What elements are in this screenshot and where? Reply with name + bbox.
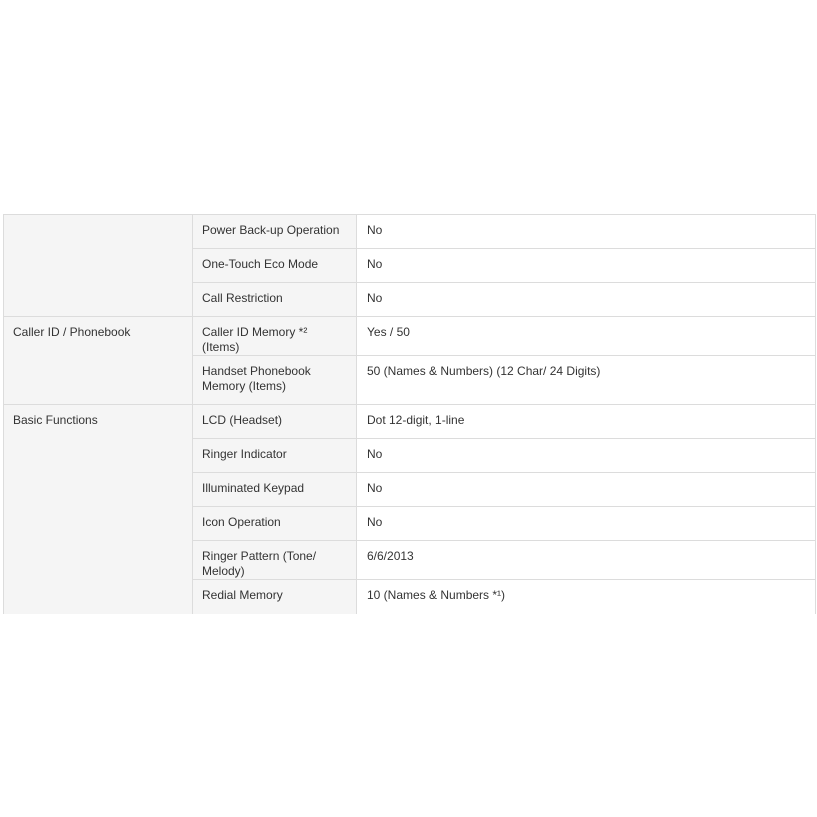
spec-label: Ringer Pattern (Tone/ Melody) [193, 541, 357, 580]
spec-label: Call Restriction [193, 283, 357, 317]
spec-value: No [357, 507, 816, 541]
spec-label: Icon Operation [193, 507, 357, 541]
spec-value: No [357, 283, 816, 317]
spec-value: No [357, 473, 816, 507]
table-row [4, 215, 816, 249]
spec-value: 6/6/2013 [357, 541, 816, 580]
category-cell: Basic Functions [4, 405, 193, 614]
spec-label: Illuminated Keypad [193, 473, 357, 507]
spec-label: Ringer Indicator [193, 439, 357, 473]
spec-value: 10 (Names & Numbers *¹) [357, 580, 816, 614]
spec-value: Yes / 50 [357, 317, 816, 356]
spec-label: LCD (Headset) [193, 405, 357, 439]
spec-value: Dot 12-digit, 1-line [357, 405, 816, 439]
spec-value: No [357, 249, 816, 283]
spec-label: Handset Phonebook Memory (Items) [193, 356, 357, 405]
spec-table [3, 214, 816, 614]
spec-value: 50 (Names & Numbers) (12 Char/ 24 Digits) [357, 356, 816, 405]
table-row [4, 317, 816, 356]
spec-label: Caller ID Memory *² (Items) [193, 317, 357, 356]
table-row [4, 405, 816, 439]
spec-value: No [357, 215, 816, 249]
category-cell [4, 215, 193, 317]
category-cell: Caller ID / Phonebook [4, 317, 193, 405]
spec-value: No [357, 439, 816, 473]
spec-label: Power Back-up Operation [193, 215, 357, 249]
spec-label: Redial Memory [193, 580, 357, 614]
spec-label: One-Touch Eco Mode [193, 249, 357, 283]
